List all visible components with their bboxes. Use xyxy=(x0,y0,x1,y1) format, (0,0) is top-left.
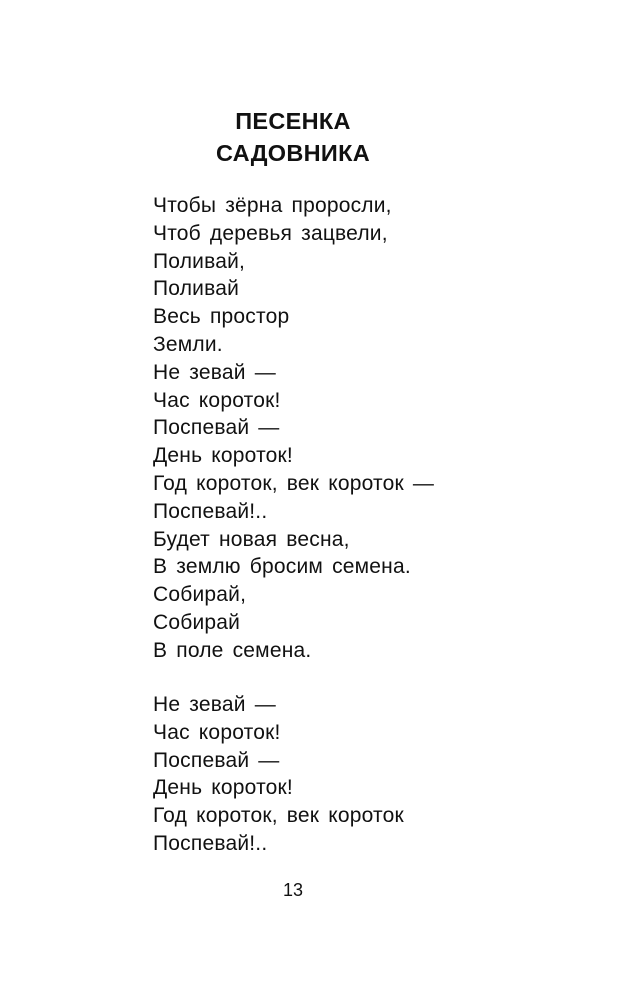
poem-line: День короток! xyxy=(153,776,293,800)
stanza-2 xyxy=(153,691,404,858)
poem-line: Поливай, xyxy=(153,249,246,273)
poem-line: В поле семена. xyxy=(153,638,312,662)
poem-line: Чтоб деревья зацвели, xyxy=(153,221,388,245)
poem-line: Не зевай — xyxy=(153,360,276,384)
poem-line: Собирай xyxy=(153,610,241,634)
poem-title-line: САДОВНИКА xyxy=(215,140,371,166)
poem-line: Поспевай — xyxy=(153,416,280,440)
poem-line: Год короток, век короток xyxy=(153,804,404,828)
poem-line: Собирай, xyxy=(153,583,247,607)
poem-line: Час короток! xyxy=(153,388,281,412)
poem-line: День короток! xyxy=(153,444,293,468)
poem-line: Весь простор xyxy=(153,305,290,329)
page-number: 13 xyxy=(282,880,304,900)
poem-line: Год короток, век короток — xyxy=(153,471,435,495)
stanza-1 xyxy=(153,192,434,665)
poem-title xyxy=(0,105,586,169)
poem-title-line: ПЕСЕНКА xyxy=(235,108,351,134)
poem-line: Не зевай — xyxy=(153,693,276,716)
poem-line: Земли. xyxy=(153,332,223,356)
poem-line: Будет новая весна, xyxy=(153,527,350,551)
poem-line: Час короток! xyxy=(153,720,281,744)
poem-line: В землю бросим семена. xyxy=(153,555,411,579)
poem-line: Поливай xyxy=(153,277,240,301)
poem-line: Поспевай — xyxy=(153,748,280,772)
poem-line: Чтобы зёрна проросли, xyxy=(153,194,392,217)
poem-line: Поспевай!.. xyxy=(153,831,268,855)
poem-line: Поспевай!.. xyxy=(153,499,268,523)
